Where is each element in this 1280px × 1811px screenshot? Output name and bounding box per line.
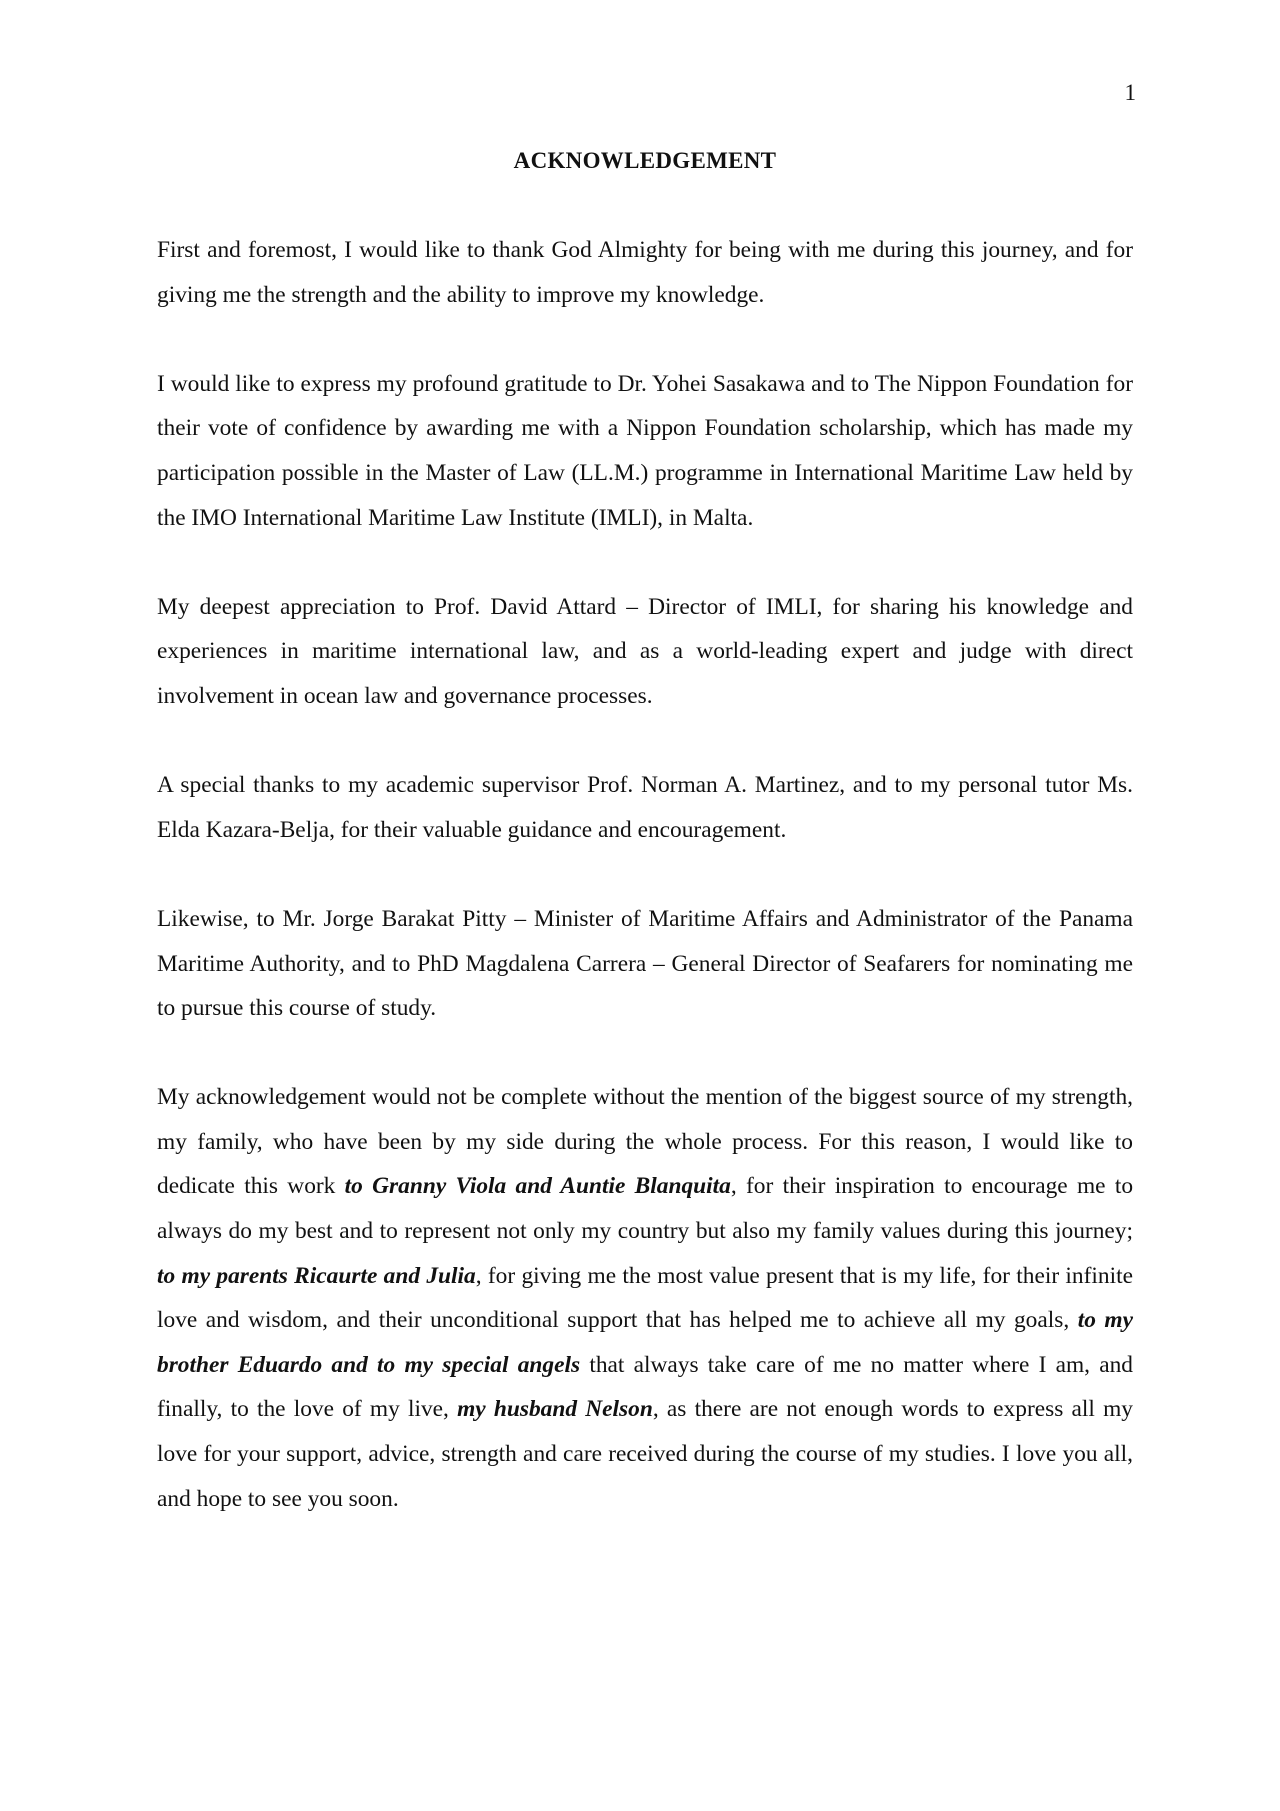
paragraph-director-imli: My deepest appreciation to Prof. David Attard – Director of IMLI, for sharing his knowledge and experiences in maritime international law, and as a world-leading expert and judge with direct involvement in ocean law and governance processes. [157, 593, 1133, 709]
family-emphasis-parents: to my parents Ricaurte and Julia [157, 1262, 476, 1289]
family-text: , for giving me the most value present that is my life, for their infinite love and wisdom, and their unconditional support that has helped me to achieve all my goals, [157, 1262, 1133, 1334]
family-text: that always take care of me no matter where I am, and finally, to the love of my live, [157, 1351, 1133, 1423]
paragraph-nippon-foundation: I would like to express my profound gratitude to Dr. Yohei Sasakawa and to The Nippon Foundation for their vote of confidence by awarding me with a Nippon Foundation scholarship, which has made my participation possible in the Master of Law (LL.M.) programme in International Maritime Law held by the IMO International Maritime Law Institute (IMLI), in Malta. [157, 370, 1133, 531]
family-text: My acknowledgement would not be complete without the mention of the biggest source of my strength, my family, who have been by my side during the whole process. For this reason, I would like to dedicate this work [157, 1084, 1133, 1200]
paragraph-supervisor: A special thanks to my academic supervisor Prof. Norman A. Martinez, and to my personal tutor Ms. Elda Kazara-Belja, for their valuable guidance and encouragement. [157, 772, 1133, 843]
paragraph-panama-authority: Likewise, to Mr. Jorge Barakat Pitty – Minister of Maritime Affairs and Administrator of the Panama Maritime Authority, and to PhD Magdalena Carrera – General Director of Seafarers for nominating me to pursue this course of study. [157, 905, 1133, 1022]
family-emphasis-granny: to Granny Viola and Auntie Blanquita [344, 1173, 731, 1200]
page-title: ACKNOWLEDGEMENT [513, 148, 777, 173]
paragraph-god: First and foremost, I would like to thank God Almighty for being with me during this journey, and for giving me the strength and the ability to improve my knowledge. [157, 237, 1133, 308]
family-emphasis-husband: my husband Nelson [457, 1396, 653, 1423]
family-text: , as there are not enough words to express all my love for your support, advice, strength and care received during the course of my studies. I love you all, and hope to see you soon. [157, 1396, 1133, 1512]
page-number: 1 [1124, 80, 1136, 105]
acknowledgement-body [157, 228, 1133, 1566]
family-emphasis-brother: to my brother Eduardo and to my special angels [157, 1307, 1133, 1378]
family-text: , for their inspiration to encourage me to always do my best and to represent not only my country but also my family values during this journey; [157, 1173, 1134, 1245]
paragraph-family [157, 1075, 1133, 1521]
